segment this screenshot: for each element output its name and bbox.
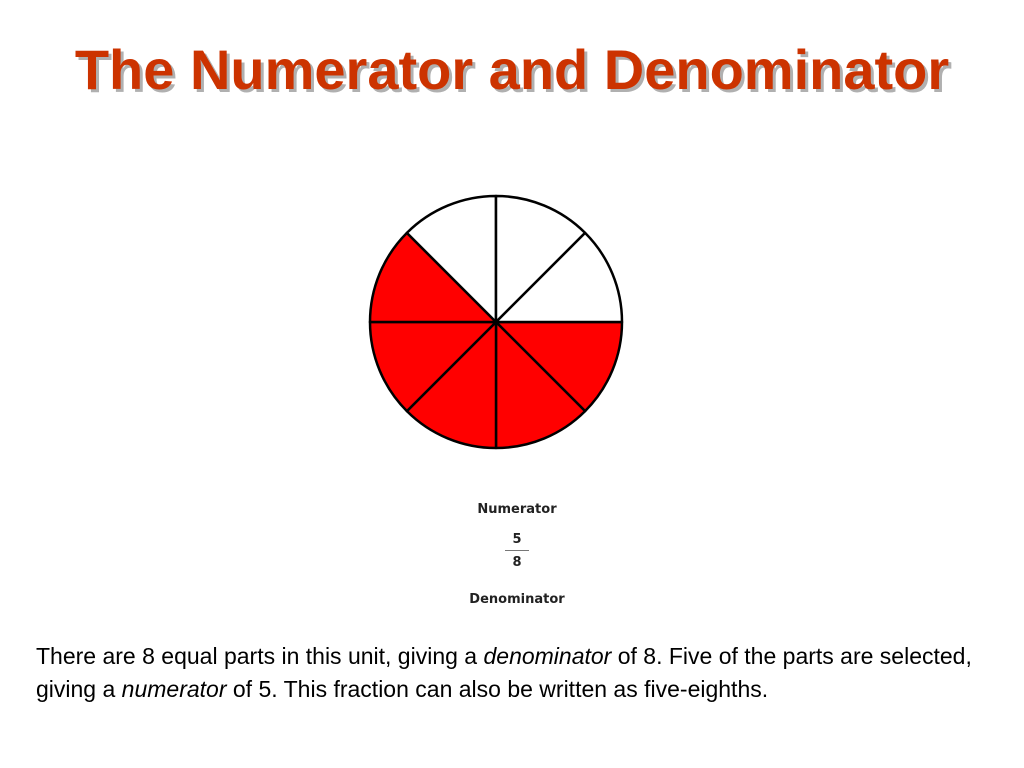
term-numerator: numerator	[121, 676, 227, 702]
numerator-label: Numerator	[477, 502, 557, 517]
explanation-text-3: of 5. This fraction can also be written as five-eighths.	[226, 676, 769, 702]
pie-svg	[366, 192, 626, 452]
numerator-value: 5	[512, 532, 522, 547]
denominator-label: Denominator	[469, 592, 565, 607]
explanation-text-1: There are 8 equal parts in this unit, giving a	[36, 643, 484, 669]
denominator-value: 8	[512, 555, 522, 570]
fraction-bar	[505, 550, 529, 551]
explanation-text-2: of 8. Five of the parts are selected, giving a	[36, 643, 972, 702]
term-denominator: denominator	[483, 643, 612, 669]
slide-title: The Numerator and Denominator	[74, 38, 950, 101]
explanation-paragraph	[36, 640, 996, 706]
fraction-pie-diagram	[366, 192, 626, 452]
